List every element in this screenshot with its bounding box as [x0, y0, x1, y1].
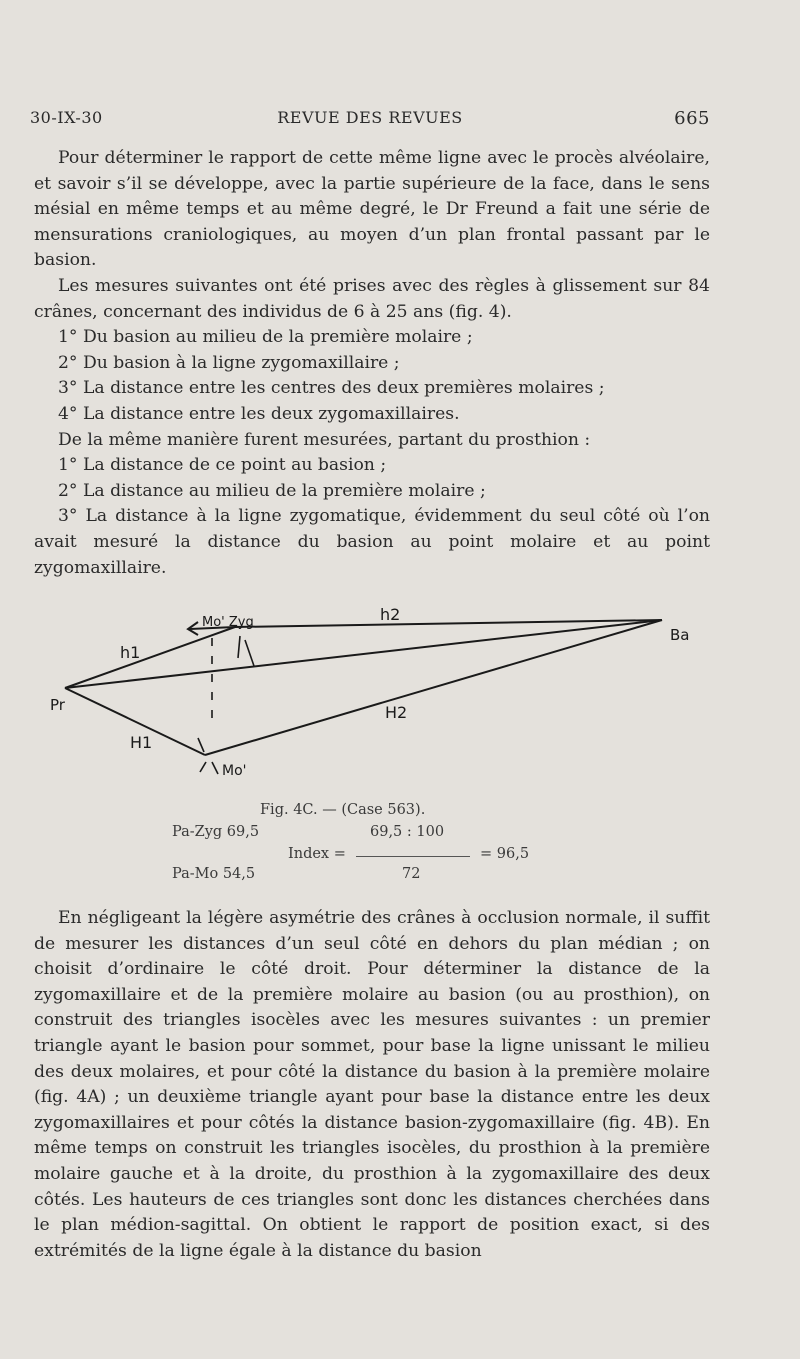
paragraph: Pour déterminer le rapport de cette même ligne avec le procès alvéolaire, et savoir s’il se développe, avec la partie supérieure de la face, dans le sens mésial en même temps et au même degré, le Dr Freund a fait une série de mensurations craniologiques, au moyen d’un plan frontal passant par le basion.: [34, 148, 710, 271]
fraction-bar: [356, 856, 470, 857]
label-mo: Mo': [222, 763, 247, 779]
label-h2-big: H2: [385, 703, 408, 722]
caption-numerator: 69,5 : 100: [370, 824, 445, 840]
triangle-diagram: [40, 600, 690, 800]
figure-4c-diagram: [40, 600, 690, 800]
caption-title: Fig. 4C. — (Case 563).: [260, 802, 426, 818]
line-pr-ba: [65, 620, 662, 688]
list-item: 3° La distance entre les centres des deux premières molaires ;: [58, 378, 605, 399]
header-journal-title: REVUE DES REVUES: [277, 108, 463, 127]
list-item: 4° La distance entre les deux zygomaxillaires.: [58, 403, 460, 424]
paragraph: De la même manière furent mesurées, partant du prosthion :: [58, 429, 591, 450]
body-text-bottom: [34, 906, 710, 1264]
caption-pa-zyg: Pa-Zyg 69,5: [172, 824, 260, 840]
label-pr: Pr: [50, 696, 65, 714]
tick-mark: [198, 738, 204, 752]
caption-result: = 96,5: [480, 846, 530, 862]
label-h1-small: h1: [120, 643, 141, 662]
diagram-lines: [65, 620, 662, 774]
label-h2-small: h2: [380, 605, 401, 624]
tick-mark: [212, 762, 218, 774]
body-text-top: [34, 146, 710, 581]
label-ba: Ba: [670, 626, 690, 644]
list-item: 2° Du basion à la ligne zygomaxillaire ;: [58, 352, 400, 373]
tick-mark: [200, 762, 206, 772]
list-item: 3° La distance à la ligne zygomatique, évidemment du seul côté où l’on avait mesuré la distance du basion au point molaire et au point zygomaxillaire.: [34, 506, 710, 578]
list-item: 1° La distance de ce point au basion ;: [58, 455, 387, 476]
list-item: 2° La distance au milieu de la première molaire ;: [58, 480, 486, 501]
header-date: 30-IX-30: [30, 108, 103, 127]
tick-mark: [245, 640, 254, 666]
running-header: [30, 108, 710, 132]
paragraph: En négligeant la légère asymétrie des crânes à occlusion normale, il suffit de mesurer les distances d’un seul côté en dehors du plan médian ; on choisit d’ordinaire le côté droit. Pour déterminer la distance de la zygomaxillaire et de la première molaire au basion (ou au prosthion), on construit des triangles isocèles avec les mesures suivantes : un premier triangle ayant le basion pour sommet, pour base la ligne unissant le milieu des deux molaires, et pour côté la distance du basion à la première molaire (fig. 4A) ; un deuxième triangle ayant pour base la distance entre les deux zygomaxillaires et pour côtés la distance basion-zygomaxillaire (fig. 4B). En même temps on construit les triangles isocèles, du prosthion à la première molaire gauche et à la droite, du prosthion à la zygomaxillaire des deux côtés. Les hauteurs de ces triangles sont donc les distances cherchées dans le plan médion-sagittal. On obtient le rapport de position exact, si des extrémités de la ligne égale à la distance du basion: [34, 908, 710, 1261]
caption-index-label: Index =: [288, 846, 346, 862]
line-h2-big: [205, 620, 662, 755]
paragraph: Les mesures suivantes ont été prises avec des règles à glissement sur 84 crânes, concernant des individus de 6 à 25 ans (fig. 4).: [34, 275, 710, 322]
caption-pa-mo: Pa-Mo 54,5: [172, 866, 256, 882]
tick-mark: [238, 636, 240, 658]
line-h2-small: [235, 620, 662, 627]
label-h1-big: H1: [130, 733, 153, 752]
caption-denominator: 72: [402, 866, 421, 882]
label-mo-zyg: Mo' Zyg: [202, 615, 254, 630]
list-item: 1° Du basion au milieu de la première molaire ;: [58, 327, 473, 348]
page-number: 665: [674, 108, 710, 129]
